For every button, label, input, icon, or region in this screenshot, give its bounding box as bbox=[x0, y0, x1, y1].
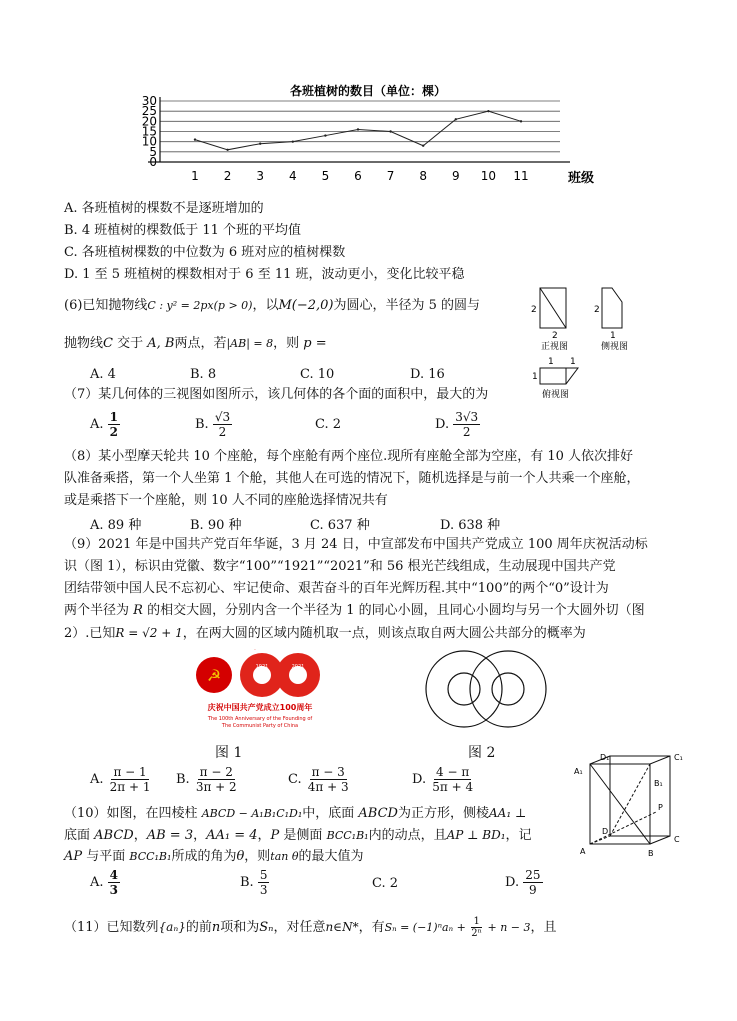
q8-line-3: 或是乘搭下一个座舱，则 10 人不同的座舱选择情况共有 bbox=[64, 493, 388, 508]
q9-d-den: 5π + 4 bbox=[432, 780, 474, 794]
front-view bbox=[540, 288, 566, 328]
q9-line-4 bbox=[64, 603, 674, 619]
q9-text: 2）.已知 bbox=[64, 626, 116, 641]
data-point bbox=[422, 145, 424, 147]
figure-1-caption: 图 1 bbox=[215, 745, 243, 761]
vertex-label: C₁ bbox=[674, 753, 683, 762]
top-view-caption: 俯视图 bbox=[542, 390, 570, 400]
x-tick-label: 10 bbox=[480, 169, 497, 183]
data-point bbox=[520, 120, 522, 122]
logo-year-2021: 2021 bbox=[291, 664, 305, 670]
y-tick-label: 0 bbox=[149, 155, 157, 169]
q6-option-b: B. 8 bbox=[190, 367, 217, 382]
x-tick-label: 9 bbox=[451, 169, 460, 183]
q6-option-c: C. 10 bbox=[300, 367, 335, 382]
x-tick-label: 2 bbox=[223, 169, 232, 183]
q7-b-frac bbox=[213, 410, 232, 439]
q8-option-b: B. 90 种 bbox=[190, 518, 242, 533]
q11-frac bbox=[469, 916, 484, 939]
data-point bbox=[292, 140, 294, 142]
q10-p: P bbox=[270, 828, 280, 843]
q10-option-b bbox=[240, 868, 269, 897]
q10-b-frac bbox=[258, 868, 270, 897]
q10-face: BCC₁B₁ bbox=[326, 829, 369, 842]
q6-text: 交于 bbox=[112, 336, 148, 351]
q9-text: ，在两大圆的区域内随机取一点，则该点取自两大圆公共部分的概率为 bbox=[182, 626, 586, 641]
q10-option-a bbox=[90, 868, 120, 897]
q6-text: 两点，若 bbox=[174, 336, 227, 351]
q10-face: BCC₁B₁ bbox=[129, 850, 172, 863]
q8-line-2: 队准备乘搭，第一个人坐第 1 个舱，其他人在可选的情况下，随机选择是与前一个人共乘一个座舱， bbox=[64, 471, 640, 486]
q10-b-num: 5 bbox=[259, 868, 268, 882]
x-tick-label: 11 bbox=[513, 169, 529, 183]
q8-option-d: D. 638 种 bbox=[440, 518, 501, 533]
side-view-dim: 1 bbox=[610, 331, 616, 341]
q11-text: ，有 bbox=[358, 920, 385, 935]
x-tick-label: 5 bbox=[321, 169, 330, 183]
q9-option-b bbox=[176, 765, 239, 794]
q6-text: 抛物线 bbox=[64, 336, 104, 351]
q7-b-num: √3 bbox=[214, 410, 231, 424]
q10-prism: ABCD − A₁B₁C₁D₁ bbox=[201, 807, 303, 820]
q6-text: ，以 bbox=[252, 298, 279, 313]
q9-text: 的相交大圆，分别内含一个半径为 1 的同心小圆，且同心小圆均与另一个大圆外切（图 bbox=[142, 603, 645, 618]
front-view-dim: 2 bbox=[531, 305, 537, 315]
q10-text: ，记 bbox=[505, 828, 532, 843]
q6-c: C bbox=[103, 336, 113, 351]
x-tick-label: 8 bbox=[419, 169, 428, 183]
q7-stem: （7）某几何体的三视图如图所示，该几何体的各个面的面积中，最大的为 bbox=[64, 387, 489, 402]
q7-a-label: A. bbox=[90, 417, 104, 432]
q10-text: ， bbox=[133, 828, 147, 843]
q9-r: R bbox=[133, 603, 143, 618]
q11-text: 项和为 bbox=[220, 920, 260, 935]
q10-a-label: A. bbox=[90, 875, 104, 890]
x-axis-label: 班级 bbox=[568, 171, 595, 185]
q6-parabola: C : y² = 2px(p > 0) bbox=[147, 299, 253, 312]
q10-text: 内的动点，且 bbox=[368, 828, 447, 843]
y-tick-label: 25 bbox=[141, 104, 157, 119]
q5-option-b: B. 4 班植树的棵数低于 11 个班的平均值 bbox=[64, 223, 302, 238]
vertex-label: A₁ bbox=[574, 767, 583, 776]
q9-line-2: 识（图 1），标识由党徽、数字“100”“1921”“2021”和 56 根光芒线组成，生动展现中国共产党 bbox=[64, 559, 616, 574]
q9-text: 两个半径为 bbox=[64, 603, 134, 618]
vertex-label: A bbox=[580, 847, 586, 856]
chart-title: 各班植树的数目（单位：棵） bbox=[289, 84, 447, 98]
data-point bbox=[194, 138, 196, 140]
logo-caption-cn: 庆祝中国共产党成立100周年 bbox=[207, 703, 313, 712]
q9-a-num: π − 1 bbox=[113, 765, 147, 779]
q9-option-c bbox=[288, 765, 351, 794]
q10-text: 与平面 bbox=[82, 849, 130, 864]
vertex-label: B bbox=[648, 849, 654, 858]
x-tick-label: 1 bbox=[191, 169, 199, 183]
top-view-dim: 1 bbox=[548, 357, 554, 367]
q9-line-5 bbox=[64, 625, 674, 642]
data-point bbox=[226, 149, 228, 151]
q7-d-label: D. bbox=[435, 417, 450, 432]
q10-text: ，则 bbox=[244, 849, 271, 864]
x-tick-label: 6 bbox=[354, 169, 362, 183]
q11-text: 的前 bbox=[185, 920, 212, 935]
q9-c-frac bbox=[306, 765, 351, 794]
q7-option-c: C. 2 bbox=[315, 417, 342, 432]
q7-b-label: B. bbox=[195, 417, 209, 432]
q9-line-3: 团结带领中国人民不忘初心、牢记使命、艰苦奋斗的百年光辉历程.其中“100”的两个“0”设计为 bbox=[64, 581, 609, 596]
q6-text: 为圆心，半径为 5 的圆与 bbox=[333, 298, 481, 313]
q5-option-d: D. 1 至 5 班植树的棵数相对于 6 至 11 班，波动更小，变化比较平稳 bbox=[64, 267, 465, 282]
y-tick-label: 20 bbox=[141, 114, 157, 129]
q7-a-den: 2 bbox=[109, 425, 119, 439]
q10-line-1 bbox=[64, 805, 564, 822]
q9-option-a bbox=[90, 765, 153, 794]
q10-a-num: 4 bbox=[109, 868, 119, 882]
q7-option-b bbox=[195, 410, 232, 439]
hammer-sickle-icon: ☭ bbox=[206, 666, 222, 685]
data-point bbox=[324, 134, 326, 136]
q6-text: = bbox=[311, 336, 327, 351]
q7-a-frac bbox=[108, 410, 120, 439]
vertex-label: B₁ bbox=[654, 779, 663, 788]
q9-option-d bbox=[412, 765, 475, 794]
q10-d-den: 9 bbox=[529, 883, 537, 897]
prism-figure bbox=[568, 752, 688, 872]
vertex-label: D₁ bbox=[600, 753, 610, 762]
q6-text: ，则 bbox=[273, 336, 304, 351]
q10-text: 中，底面 bbox=[302, 806, 359, 821]
cpc-100-logo bbox=[192, 640, 322, 735]
q6-option-a: A. 4 bbox=[90, 367, 116, 382]
q9-d-num: 4 − π bbox=[436, 765, 470, 779]
q9-a-den: 2π + 1 bbox=[109, 780, 151, 794]
data-point bbox=[455, 118, 457, 120]
intersecting-circles-figure bbox=[416, 642, 556, 737]
q9-d-label: D. bbox=[412, 772, 427, 787]
y-tick-label: 30 bbox=[141, 94, 157, 108]
q9-b-den: 3π + 2 bbox=[195, 780, 237, 794]
q10-text: 是侧面 bbox=[279, 828, 327, 843]
q9-a-label: A. bbox=[90, 772, 104, 787]
q10-base: ABCD bbox=[358, 806, 398, 821]
q10-perp: AP ⊥ BD₁ bbox=[446, 828, 506, 842]
y-tick-label: 5 bbox=[149, 144, 157, 159]
top-view-dim: 1 bbox=[532, 372, 538, 382]
side-view-caption: 侧视图 bbox=[601, 342, 629, 352]
q6-option-d: D. 16 bbox=[410, 367, 445, 382]
q11-formula-tail: + n − 3 bbox=[483, 921, 531, 934]
q10-a-den: 3 bbox=[109, 883, 119, 897]
x-tick-label: 4 bbox=[288, 169, 297, 183]
q10-tan: tan θ bbox=[270, 850, 299, 863]
q10-option-d bbox=[505, 868, 543, 897]
q6-text: (6)已知抛物线 bbox=[64, 298, 148, 313]
q10-theta: θ bbox=[236, 849, 245, 864]
front-view-dim: 2 bbox=[552, 331, 558, 341]
q6-p: p bbox=[303, 336, 312, 351]
q9-b-label: B. bbox=[176, 772, 190, 787]
y-tick-label: 15 bbox=[141, 124, 157, 139]
q10-text: ， bbox=[257, 828, 271, 843]
q10-b-den: 3 bbox=[259, 883, 268, 897]
q10-line-3 bbox=[64, 849, 564, 865]
q10-ab: AB = 3 bbox=[146, 828, 194, 843]
q11-text: ，且 bbox=[530, 920, 557, 935]
q9-c-den: 4π + 3 bbox=[307, 780, 349, 794]
q10-base: ABCD bbox=[94, 828, 134, 843]
q9-c-label: C. bbox=[288, 772, 302, 787]
vertex-label: P bbox=[658, 803, 663, 812]
q10-text: ， bbox=[193, 828, 207, 843]
q10-option-c: C. 2 bbox=[372, 876, 399, 891]
q5-option-c: C. 各班植树棵数的中位数为 6 班对应的植树棵数 bbox=[64, 245, 346, 260]
y-tick-label: 10 bbox=[141, 134, 157, 149]
q8-option-a: A. 89 种 bbox=[90, 518, 142, 533]
q10-text: 为正方形，侧棱 bbox=[397, 806, 489, 821]
q7-d-den: 2 bbox=[462, 425, 471, 439]
q7-a-num: 1 bbox=[109, 410, 119, 424]
logo-caption-en-2: The Communist Party of China bbox=[221, 723, 299, 729]
q9-b-frac bbox=[194, 765, 239, 794]
line-chart bbox=[0, 0, 737, 185]
q11-formula: Sₙ = (−1)ⁿaₙ + bbox=[384, 921, 470, 934]
figure-2-caption: 图 2 bbox=[468, 745, 496, 761]
q11-num: 1 bbox=[473, 916, 480, 927]
logo-number: 100 bbox=[254, 650, 256, 651]
top-view bbox=[540, 368, 578, 384]
q10-text: （10）如图，在四棱柱 bbox=[64, 806, 202, 821]
q8-option-c: C. 637 种 bbox=[310, 518, 370, 533]
q7-d-frac bbox=[453, 410, 480, 439]
q11-text: （11）已知数列 bbox=[64, 920, 159, 935]
q10-text: 底面 bbox=[64, 828, 95, 843]
data-point bbox=[487, 110, 489, 112]
q10-a-frac bbox=[108, 868, 120, 897]
q10-d-label: D. bbox=[505, 875, 520, 890]
q11-line bbox=[64, 916, 684, 939]
x-tick-label: 3 bbox=[256, 169, 265, 183]
q9-r-value: R = √2 + 1 bbox=[115, 626, 183, 640]
side-view bbox=[602, 288, 622, 328]
q9-line-1: （9）2021 年是中国共产党百年华诞，3 月 24 日，中宣部发布中国共产党成立 100 周年庆祝活动标 bbox=[64, 537, 648, 552]
q10-line-2 bbox=[64, 827, 564, 844]
x-tick-label: 7 bbox=[386, 169, 395, 183]
q5-option-a: A. 各班植树的棵数不是逐班增加的 bbox=[64, 201, 264, 216]
q6-center: M(−2,0) bbox=[278, 298, 334, 313]
front-view-caption: 正视图 bbox=[541, 342, 569, 352]
data-point bbox=[389, 130, 391, 132]
three-views-figure bbox=[528, 282, 658, 402]
q7-option-d bbox=[435, 410, 480, 439]
q11-den: 2ⁿ bbox=[471, 928, 482, 939]
q6-ab: A, B bbox=[147, 336, 175, 351]
q6-cond: |AB| = 8 bbox=[226, 337, 274, 350]
q9-a-frac bbox=[108, 765, 153, 794]
data-point bbox=[357, 128, 359, 130]
vertex-label: D bbox=[602, 827, 609, 836]
q11-sn: Sₙ bbox=[259, 920, 274, 935]
data-point bbox=[259, 143, 261, 145]
q9-c-num: π − 3 bbox=[311, 765, 345, 779]
q10-b-label: B. bbox=[240, 875, 254, 890]
q11-seq: {aₙ} bbox=[158, 920, 186, 934]
q10-text: 的最大值为 bbox=[298, 849, 364, 864]
logo-year-1921: 1921 bbox=[255, 664, 269, 670]
q7-b-den: 2 bbox=[218, 425, 227, 439]
q8-line-1: （8）某小型摩天轮共 10 个座舱，每个座舱有两个座位.现所有座舱全部为空座，有 10 人依次排好 bbox=[64, 449, 634, 464]
q10-edge: AA₁ ⊥ bbox=[489, 806, 527, 820]
q9-b-num: π − 2 bbox=[199, 765, 233, 779]
q10-ap: AP bbox=[64, 849, 83, 864]
top-view-dim: 1 bbox=[570, 357, 576, 367]
q11-text: ，对任意 bbox=[273, 920, 326, 935]
q10-d-num: 25 bbox=[525, 868, 541, 882]
q11-n: n bbox=[211, 920, 221, 935]
q7-d-num: 3√3 bbox=[455, 410, 479, 424]
q11-nn: n∈N* bbox=[325, 920, 359, 934]
q10-d-frac bbox=[523, 868, 542, 897]
q9-d-frac bbox=[430, 765, 475, 794]
side-view-dim: 2 bbox=[594, 305, 600, 315]
logo-caption-en-1: The 100th Anniversary of the Founding of bbox=[207, 716, 313, 722]
q7-option-a bbox=[90, 410, 120, 439]
q10-text: 所成的角为 bbox=[171, 849, 237, 864]
vertex-label: C bbox=[674, 835, 680, 844]
q10-aa: AA₁ = 4 bbox=[206, 828, 258, 843]
